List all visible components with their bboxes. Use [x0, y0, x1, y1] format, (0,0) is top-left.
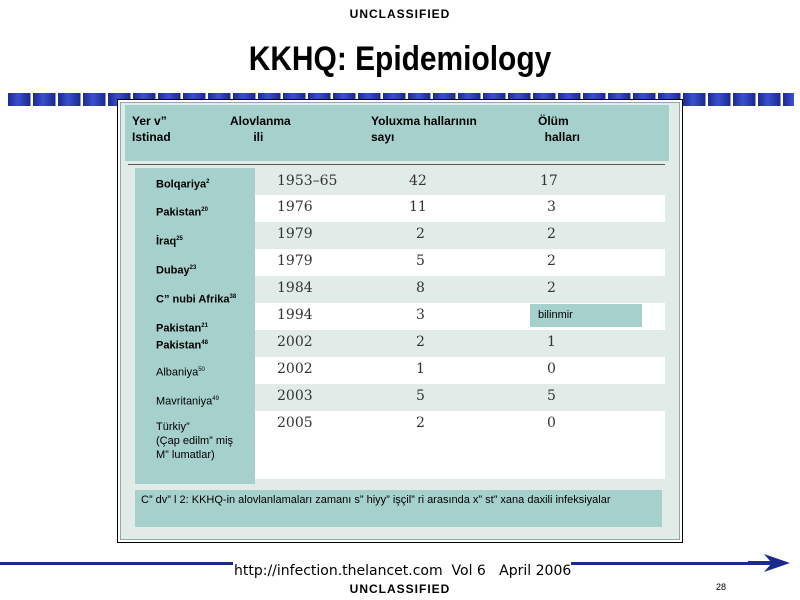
table-header: [125, 105, 669, 161]
unknown-deaths-badge: bilinmir: [530, 304, 642, 327]
deaths-cell: 3: [547, 199, 556, 215]
cases-cell: 1: [416, 361, 425, 377]
header-deaths: Ölüm halları: [538, 114, 581, 144]
header-outbreak: Alovlanma ili: [230, 114, 291, 144]
row-label: Türkiy” (Çap edilm” miş M” lumatlar): [156, 421, 234, 461]
table-row: [255, 222, 665, 249]
year-cell: 1953–65: [277, 173, 338, 189]
year-cell: 2002: [277, 334, 313, 350]
cases-cell: 8: [416, 280, 425, 296]
deaths-cell: 0: [547, 415, 556, 431]
slide-title: KKHQ: Epidemiology: [248, 40, 552, 78]
footer-citation: http://infection.thelancet.com Vol 6 April 2006: [234, 563, 572, 579]
deaths-cell: 0: [547, 361, 556, 377]
table-row: [255, 195, 665, 222]
row-label: Pakistan$^{20}$: [156, 206, 208, 219]
row-label: Dubay$^{23}$: [156, 264, 197, 277]
table-row: [255, 276, 665, 303]
table-panel: [120, 102, 680, 540]
footer-line-right: [571, 562, 751, 565]
row-label: Mavritaniya$^{49}$: [156, 395, 219, 408]
arrow-right-icon: [748, 554, 790, 572]
header-divider: [128, 164, 665, 165]
classification-top: UNCLASSIFIED: [349, 7, 451, 21]
cases-cell: 3: [416, 307, 425, 323]
footer-line-left: [0, 562, 233, 565]
row-label: C” nubi Afrika$^{38}$: [156, 293, 237, 306]
deaths-cell: 17: [540, 173, 558, 189]
year-cell: 2005: [277, 415, 313, 431]
header-cases: Yoluxma hallarının sayı: [371, 114, 477, 144]
table-row: [255, 168, 665, 195]
page-number: 28: [716, 582, 727, 592]
row-label: Pakistan$^{21}$ Pakistan$^{48}$: [156, 322, 208, 352]
row-label: Bolqariya$^2$: [156, 178, 210, 191]
year-cell: 2002: [277, 361, 313, 377]
deaths-cell: 2: [547, 280, 556, 296]
year-cell: 1984: [277, 280, 313, 296]
year-cell: 1979: [277, 226, 313, 242]
cases-cell: 11: [409, 199, 427, 215]
cases-cell: 2: [416, 334, 425, 350]
year-cell: 2003: [277, 388, 313, 404]
cases-cell: 2: [416, 226, 425, 242]
table-row: [255, 330, 665, 357]
cases-cell: 5: [416, 253, 425, 269]
cases-cell: 5: [416, 388, 425, 404]
row-label: Albaniya$^{50}$: [156, 366, 205, 379]
cases-cell: 42: [409, 173, 427, 189]
deaths-cell: 2: [547, 253, 556, 269]
header-place: Yer v” Istinad: [132, 114, 171, 144]
table-row: [255, 249, 665, 276]
table-caption: C” dv” l 2: KKHQ-in alovlanlamaları zamanı s” hiyy” işçil” ri arasında x” st” xana daxili infeksiyalar: [135, 490, 662, 527]
table-frame: [117, 99, 683, 543]
table-row: [255, 384, 665, 411]
deaths-cell: 1: [547, 334, 556, 350]
deaths-cell: 2: [547, 226, 556, 242]
table-row: [255, 411, 665, 479]
deaths-cell: 5: [547, 388, 556, 404]
row-label: İraq$^{25}$: [156, 235, 183, 248]
cases-cell: 2: [416, 415, 425, 431]
table-row: [255, 357, 665, 384]
label-column: [135, 168, 255, 484]
year-cell: 1979: [277, 253, 313, 269]
classification-bottom: UNCLASSIFIED: [349, 582, 451, 596]
year-cell: 1994: [277, 307, 313, 323]
year-cell: 1976: [277, 199, 313, 215]
